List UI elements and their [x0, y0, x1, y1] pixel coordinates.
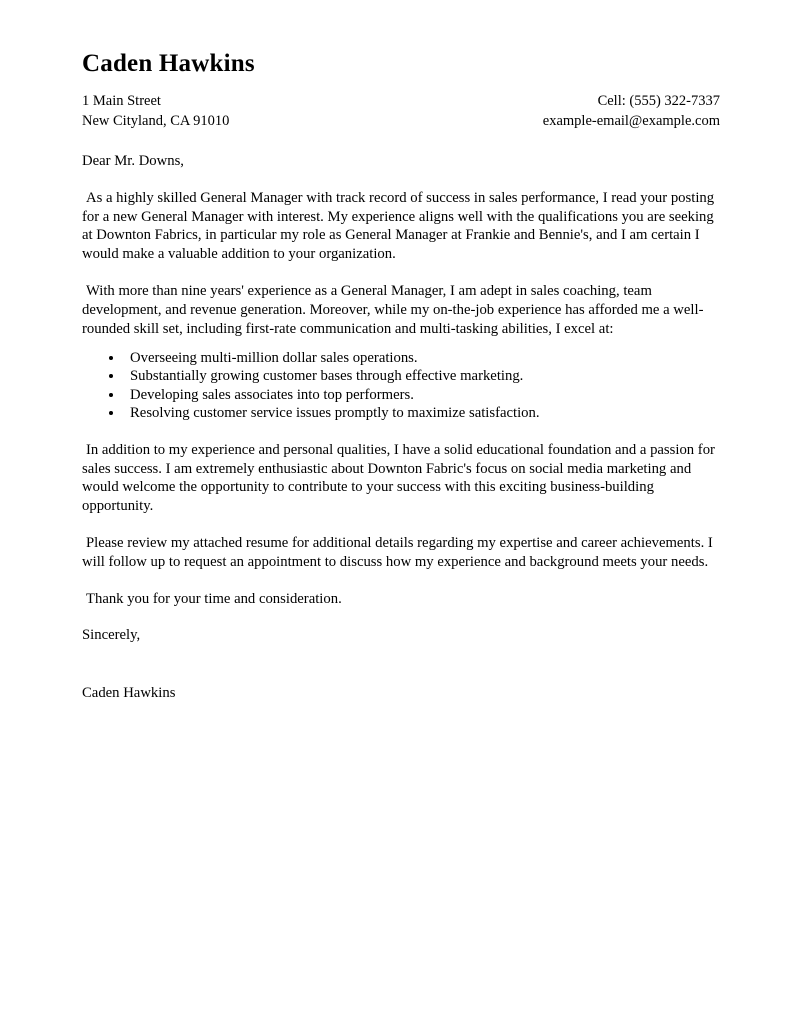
phone-number: Cell: (555) 322-7337	[597, 93, 720, 109]
sign-off: Sincerely,	[82, 626, 141, 643]
signature-name: Caden Hawkins	[82, 684, 176, 701]
salutation: Dear Mr. Downs,	[82, 153, 184, 169]
address-line-1: 1 Main Street	[82, 93, 161, 109]
paragraph-experience: With more than nine years' experience as a General Manager, I am adept in sales coaching, team development, and revenue generation. Moreover, while my on-the-job experience has afforded me a well-rounded skill set, including first-rate communication and multi-tasking abilities, I excel at:	[82, 283, 704, 337]
bullet-item: • Substantially growing customer bases through effective marketing.	[124, 367, 720, 385]
paragraph-qualities: In addition to my experience and personal qualities, I have a solid educational foundation and a passion for sales success. I am extremely enthusiastic about Downton Fabric's focus on social media marketing and would welcome the opportunity to contribute to your success with this exciting business-building opportunity.	[82, 441, 715, 514]
address-line-2: New Cityland, CA 91010	[82, 113, 230, 129]
contact-block	[82, 91, 720, 131]
email-address: example-email@example.com	[542, 113, 720, 129]
skill-bullet-list	[82, 349, 720, 422]
paragraph-intro: As a highly skilled General Manager with track record of success in sales performance, I read your posting for a new General Manager with interest. My experience aligns well with the qualifications you are seeking at Downton Fabrics, in particular my role as General Manager at Frankie and Bennie's, and I am certain I would make a valuable addition to your organization.	[82, 190, 715, 262]
bullet-item: • Resolving customer service issues promptly to maximize satisfaction.	[124, 404, 720, 422]
sender-name: Caden Hawkins	[82, 50, 255, 77]
bullet-item: • Overseeing multi-million dollar sales operations.	[124, 349, 720, 367]
bullet-item: • Developing sales associates into top performers.	[124, 386, 720, 404]
paragraph-followup: Please review my attached resume for additional details regarding my expertise and career achievements. I will follow up to request an appointment to discuss how my experience and background meets your needs.	[82, 535, 713, 570]
thank-you-line: Thank you for your time and consideration.	[86, 590, 342, 607]
sender-address	[82, 91, 229, 131]
sender-contact	[543, 91, 720, 131]
